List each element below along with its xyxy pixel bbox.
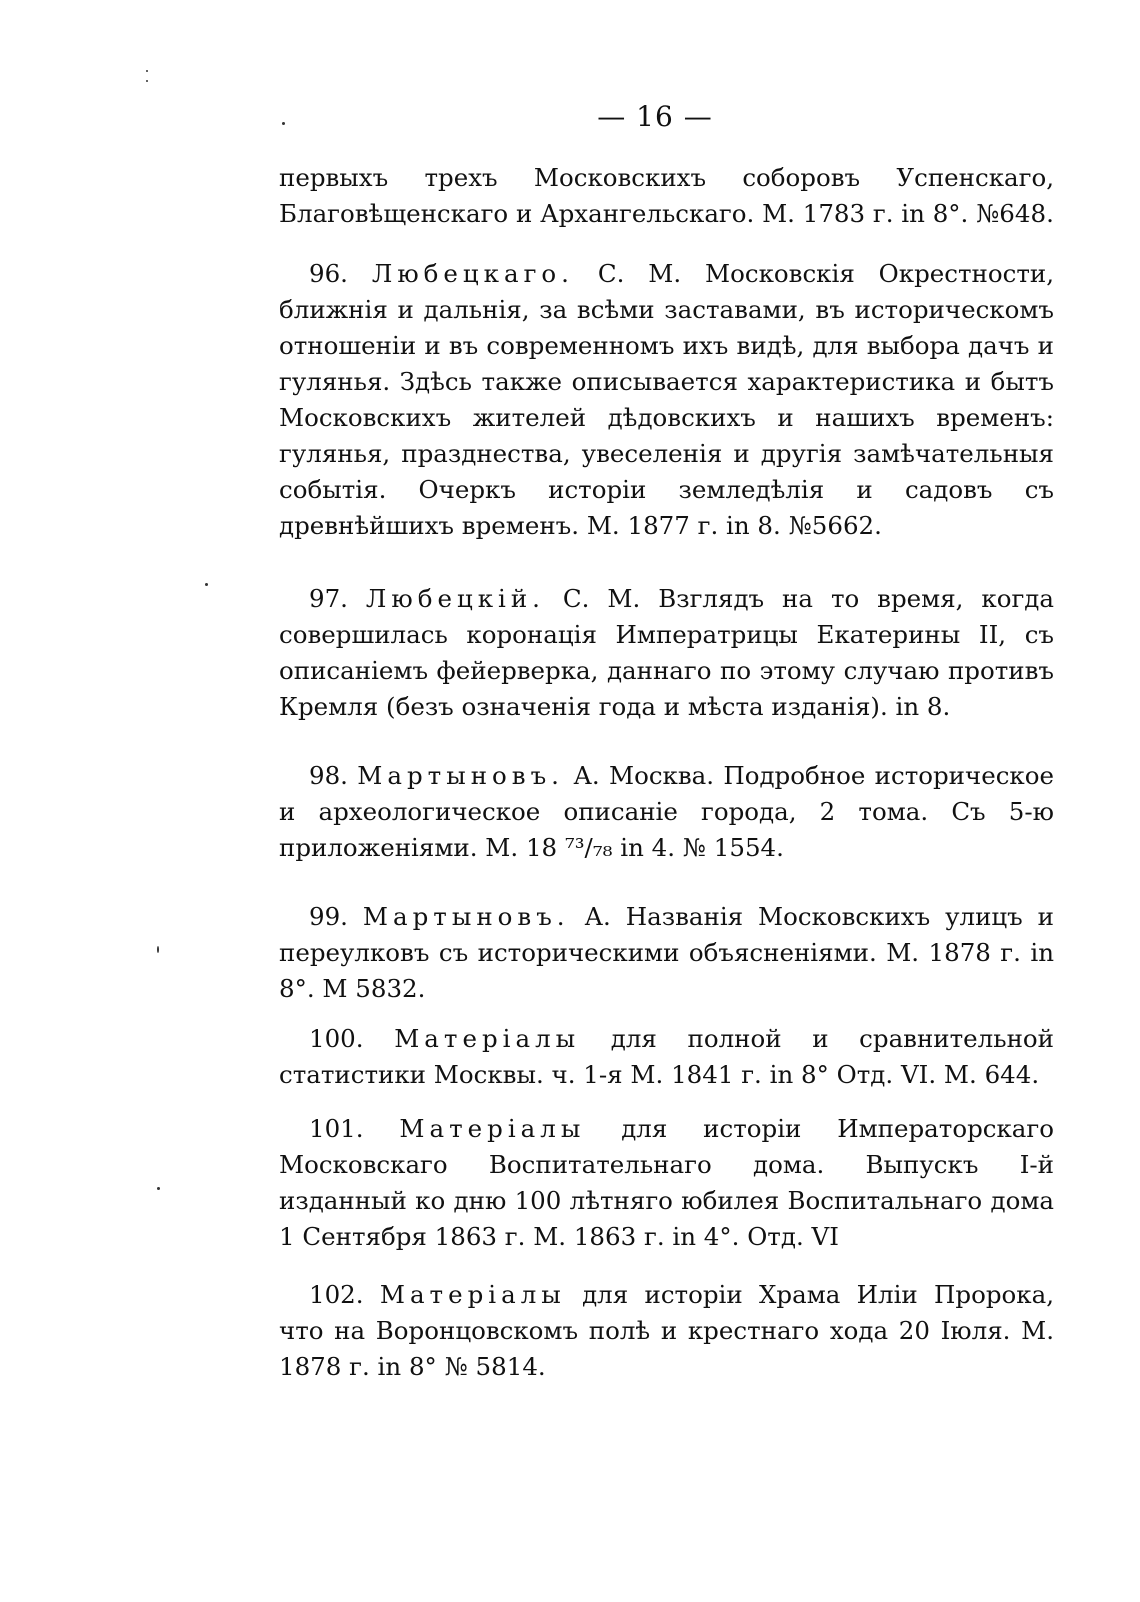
entry-102 (279, 1277, 1054, 1385)
scan-speck (146, 80, 148, 82)
entry-number: 98. (309, 761, 348, 790)
entry-number: 97. (309, 584, 348, 613)
entry-text: для исторіи Храма Иліи Пророка, что на Воронцовскомъ полѣ и крестнаго хода 20 Іюля. М. 1878 г. in 8° № 5814. (279, 1280, 1054, 1381)
entry-number: 102. (309, 1280, 364, 1309)
entry-text: С. М. Московскія Окрестности, ближнія и дальнія, за всѣми заставами, въ историческомъ отношеніи и въ современномъ ихъ видѣ, для выбора дачъ и гулянья. Здѣсь также описывается характеристика и бытъ Московскихъ жителей дѣдовскихъ и нашихъ временъ: гулянья, празднества, увеселенія и другія замѣчательныя событія. Очеркъ исторіи земледѣлія и садовъ съ древнѣйшихъ временъ. М. 1877 г. in 8. №5662. (279, 259, 1055, 540)
entry-author: Матеріалы (394, 1024, 581, 1053)
entry-98 (279, 758, 1054, 866)
scan-speck (157, 1187, 160, 1190)
entry-author: Матеріалы (399, 1114, 586, 1143)
entry-97 (279, 581, 1054, 725)
entry-text: для полной и сравнительной статистики Москвы. ч. 1-я М. 1841 г. in 8° Отд. VI. М. 644. (279, 1024, 1054, 1089)
entry-text: для исторіи Императорскаго Московскаго Воспитательнаго дома. Выпускъ I-й изданный ко дню 100 лѣтняго юбилея Воспитальнаго дома 1 Сентября 1863 г. М. 1863 г. in 4°. Отд. VI (279, 1114, 1054, 1251)
entry-96 (279, 256, 1054, 544)
scan-speck (157, 946, 159, 953)
scan-speck (205, 583, 208, 586)
entry-author: Матеріалы (379, 1280, 566, 1309)
page-number: — 16 — (597, 100, 713, 133)
entry-101 (279, 1111, 1054, 1255)
entry-number: 100. (309, 1024, 364, 1053)
scan-speck (282, 122, 285, 125)
entry-99 (279, 899, 1054, 1007)
entry-author: Любецкій. (365, 584, 545, 613)
entry-100 (279, 1021, 1054, 1093)
entry-number: 101. (309, 1114, 364, 1143)
entry-text: первыхъ трехъ Московскихъ соборовъ Успенскаго, Благовѣщенскаго и Архангельскаго. М. 1783 г. in 8°. №648. (279, 163, 1054, 228)
entry-text: А. Москва. Подробное историческое и археологическое описаніе города, 2 тома. Съ 5-ю приложеніями. М. 18 ⁷³/₇₈ in 4. № 1554. (279, 761, 1054, 862)
entry-author: Мартыновъ. (362, 902, 570, 931)
entry-author: Мартыновъ. (357, 761, 564, 790)
entry-author: Любецкаго. (371, 259, 574, 288)
entry-text: А. Названія Московскихъ улицъ и переулковъ съ историческими объясненіями. М. 1878 г. in 8°. М 5832. (279, 902, 1055, 1003)
scan-speck (146, 70, 148, 72)
entry-text: С. М. Взглядъ на то время, когда совершилась коронація Императрицы Екатерины II, съ описаніемъ фейерверка, даннаго по этому случаю противъ Кремля (безъ означенія года и мѣста изданія). in 8. (279, 584, 1054, 721)
entry-continuation (279, 160, 1054, 232)
entry-number: 99. (309, 902, 348, 931)
entry-number: 96. (309, 259, 348, 288)
